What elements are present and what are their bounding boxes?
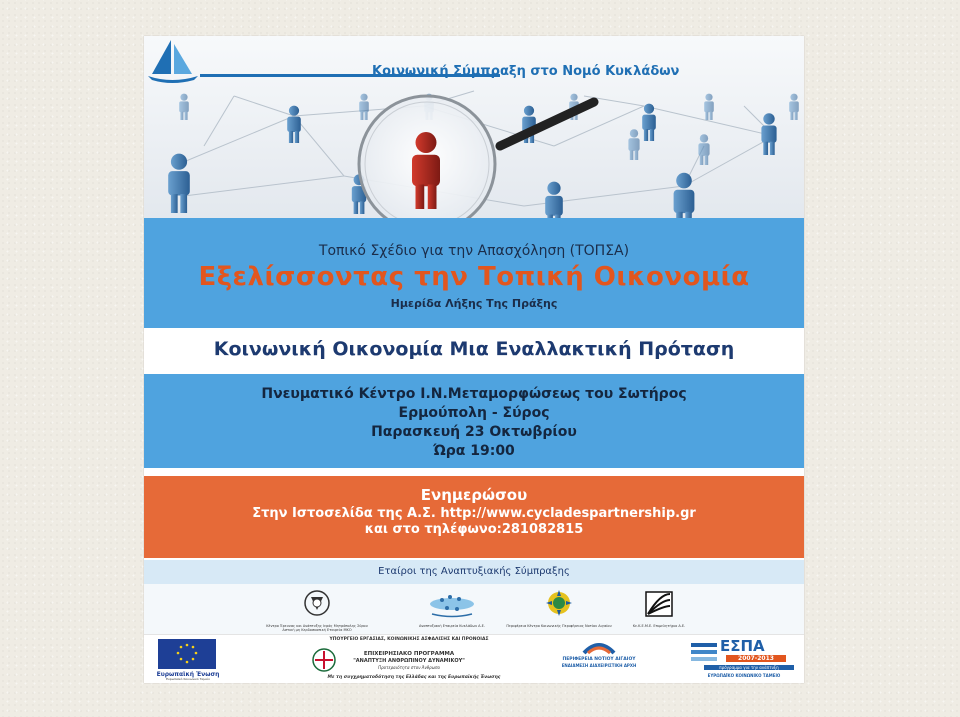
partners-logos [144,584,804,634]
eu-fund-label: Ευρωπαϊκό Κοινωνικό Ταμείο [166,677,210,681]
event-time: Ώρα 19:00 [433,443,515,459]
cyclades-dev-logo-icon [397,588,507,622]
greek-emblem-icon [309,647,339,673]
partner-region-center [504,588,614,632]
partnership-logo-text: Κοινωνική Σύμπραξη στο Νομό Κυκλάδων [372,64,680,79]
espa-fund: ΕΥΡΩΠΑΪΚΟ ΚΟΙΝΩΝΙΚΟ ΤΑΜΕΙΟ [707,673,781,678]
program-line1: ΕΠΙΧΕΙΡΗΣΙΑΚΟ ΠΡΟΓΡΑΜΜΑ [363,651,455,657]
event-date: Παρασκευή 23 Οκτωβρίου [371,424,577,440]
contact-band [144,476,804,558]
program-subtitle: Τοπικό Σχέδιο για την Απασχόληση (ΤΟΠΣΑ) [318,243,630,259]
title-band [144,218,804,328]
venue-location: Ερμούπολη - Σύρος [398,405,550,421]
ministry-label: ΥΠΟΥΡΓΕΙΟ ΕΡΓΑΣΙΑΣ, ΚΟΙΝΩΝΙΚΗΣ ΑΣΦΑΛΙΣΗΣ ΚΑΙ ΠΡΟΝΟΙΑΣ [329,637,489,642]
espa-years: 2007-2013 [726,655,786,662]
hero-network-image [144,36,804,218]
cofinance-label: Με τη συγχρηματοδότηση της Ελλάδας και της Ευρωπαϊκής Ένωσης [327,675,501,680]
eu-flag-icon [158,639,216,673]
event-poster [144,36,804,683]
region-center-logo-icon [504,588,614,622]
event-theme: Κοινωνική Οικονομία Μια Εναλλακτική Πρόταση [213,338,735,360]
partner-chamber [604,588,714,632]
program-line3: Προτεραιότητα στον Άνθρωπο [378,665,440,670]
espa-label: ΕΣΠΑ [720,637,765,655]
partner-label: Περιφέρεια Κέντρο Κοινωνικής Περιφέρειας Νοτίου Αιγαίου [506,624,612,628]
espa-slogan: πρόγραμμα για την ανάπτυξη [704,665,794,670]
funding-footer [144,634,804,683]
partner-metropolis [262,588,372,632]
metropolis-seal-icon [262,588,372,622]
program-line2: "ΑΝΑΠΤΥΞΗ ΑΝΘΡΩΠΙΝΟΥ ΔΥΝΑΜΙΚΟΥ" [353,658,465,664]
eu-label: Ευρωπαϊκή Ένωση [156,671,220,678]
theme-band [144,328,804,374]
partners-heading-bar [144,560,804,584]
espa-wave-icon [691,641,717,663]
chamber-logo-icon [604,588,714,622]
south-aegean-logo-icon [564,637,634,657]
partners-heading: Εταίροι της Αναπτυξιακής Σύμπραξης [378,566,570,577]
partner-label: Κέντρο Έρευνας και Ανάπτυξης Ιεράς Μητρόπολης Σύρου Αστική μη Κερδοσκοπική Εταιρεία ΜΚΟ [266,624,368,632]
partner-label: Αναπτυξιακή Εταιρεία Κυκλάδων Α.Ε. [419,624,485,628]
venue-band [144,374,804,468]
venue-name: Πνευματικό Κέντρο Ι.Ν.Μεταμορφώσεως του Σωτήρος [261,386,687,402]
contact-title: Ενημερώσου [420,486,528,504]
region-line2: ΕΝΔΙΑΜΕΣΗ ΔΙΑΧΕΙΡΙΣΤΙΚΗ ΑΡΧΗ [561,663,637,668]
partner-cyclades-dev [397,588,507,632]
region-line1: ΠΕΡΙΦΕΡΕΙΑ ΝΟΤΙΟΥ ΑΙΓΑΙΟΥ [562,657,636,662]
website-line: Στην Ιστοσελίδα της Α.Σ. http://www.cycladespartnership.gr [252,506,696,521]
event-type: Ημερίδα Λήξης Της Πράξης [390,297,558,310]
partner-label: Κε.Κ.Ε.Μ.Ε. Επιμελητήριο Α.Ε. [632,624,686,628]
main-title: Εξελίσσοντας την Τοπική Οικονομία [198,262,750,292]
phone-line: και στο τηλέφωνο:281082815 [364,522,584,537]
